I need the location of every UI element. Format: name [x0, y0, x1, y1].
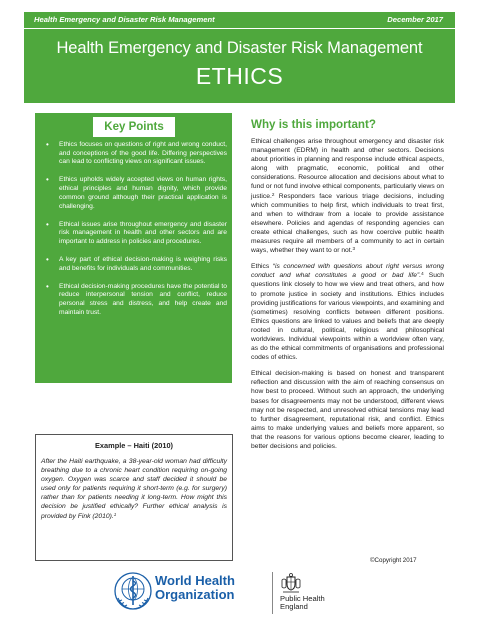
bullet-icon: •: [46, 254, 49, 264]
key-point-item: [45, 283, 227, 318]
key-point-text: Ethics upholds widely accepted views on human rights, ethical principles and human dignity, which provide common ground although their practical application is challenging.: [59, 176, 227, 210]
ethics-quote: “is concerned with questions about right versus wrong conduct and what constitutes a good or bad life”.: [251, 263, 445, 280]
who-wordmark: [155, 574, 235, 602]
ref-2: 2: [271, 191, 275, 197]
key-point-text: Ethical issues arise throughout emergency and disaster risk management in health and other sectors and are important to address in policies and procedures.: [59, 220, 227, 245]
bullet-icon: •: [46, 281, 49, 291]
key-point-item: [45, 256, 227, 273]
phe-line-1: Public Health: [280, 594, 325, 603]
key-point-text: A key part of ethical decision-making is weighing risks and benefits for individuals and communities.: [59, 255, 227, 272]
key-points-box: [35, 113, 232, 383]
header-divider: [24, 28, 455, 29]
key-point-item: [45, 221, 227, 247]
paragraph-2: [251, 262, 444, 362]
key-point-item: [45, 176, 227, 211]
bullet-icon: •: [46, 219, 49, 229]
paragraph-1: [251, 137, 444, 255]
example-body: [41, 457, 227, 521]
example-ref: 1: [113, 511, 117, 517]
who-line-1: World Health: [155, 573, 235, 588]
key-point-item: [45, 141, 227, 167]
section-heading: Why is this important?: [251, 118, 376, 131]
paragraph-1-text: Ethical challenges arise throughout emergency and disaster risk management (EDRM) in health and other sectors. Decisions about priorities in planning and response include ethical aspects, along with pragmatic, economic, political and other considerations. Resource allocation and decisions about what to fund or not fund involve ethical components, particularly views on justice.: [251, 138, 444, 200]
logo-divider: [272, 572, 273, 614]
who-line-2: Organization: [155, 587, 235, 602]
bullet-icon: •: [46, 175, 49, 185]
phe-line-2: England: [280, 602, 308, 612]
key-point-text: Ethics focuses on questions of right and wrong conduct, and conceptions of the good life. Differing perspectives can lead to conflicting views on significant issues.: [59, 141, 227, 166]
ref-4: 4: [421, 271, 424, 277]
date-label: December 2017: [387, 15, 443, 24]
paragraph-3: Ethical decision-making is based on honest and transparent reflection and discussion with the aim of reaching consensus on how best to proceed. Without such an approach, the underlying bases for disagreements may not be understood, different views may not be respected, and unresolved ethical tensions may lead to further disagreement, reputational risk, and conflict. Ethics aims to make underlying values and beliefs more apparent, so that the reasons for various options become clearer, leading to better decisions and policies.: [251, 370, 444, 450]
key-points-list: [45, 141, 227, 327]
key-point-text: Ethical decision-making procedures have the potential to reduce interpersonal tension and conflict, reduce personal stress and distress, and help create and maintain trust.: [59, 282, 227, 316]
example-title: Example – Haiti (2010): [94, 441, 174, 450]
document-title: Health Emergency and Disaster Risk Management: [56, 39, 423, 57]
header-strip: [24, 12, 455, 27]
paragraph-2-lead: Ethics: [251, 263, 273, 271]
header-banner: [24, 12, 455, 103]
key-points-heading: Key Points: [93, 117, 175, 137]
royal-crest-icon: [280, 572, 302, 594]
phe-wordmark: [280, 595, 325, 612]
document-subtitle: ETHICS: [195, 63, 284, 89]
paragraph-2-text: Such questions link closely to how we view and treat others, and how to promote justice in society and institutions. Ethics includes providing justifications for various viewpoints, and examining and (sometimes) resolving conflicts between different positions. Ethics questions are linked to values and beliefs that are deeply rooted in cultural, political, religious and philosophical worldviews. Individual viewpoints within a worldview often vary, as do the ethical commitments of organisations and professional codes of ethics.: [251, 272, 444, 362]
copyright: ©Copyright 2017: [370, 557, 417, 564]
ref-3: 3: [352, 246, 356, 252]
main-column: [251, 118, 444, 458]
example-box: [35, 434, 233, 561]
series-label: Health Emergency and Disaster Risk Management: [34, 15, 215, 24]
bullet-icon: •: [46, 140, 49, 149]
who-emblem-icon: [112, 570, 154, 612]
example-text: After the Haiti earthquake, a 38-year-old woman had difficulty breathing due to a chronic heart condition requiring on-going oxygen. Oxygen was scarce and staff decided it should be used only for patients requiring it short-term (e.g. for surgery) rather than for patients needing it long-term. How might this decision be justified ethically? Further ethical analysis is provided by Fink (2010).: [41, 458, 227, 520]
paragraph-1b-text: Responders face various triage decisions, including which communities to help first, which individuals to treat first, and when to withdraw from a locale to provide assistance elsewhere. Policies and agendas of responding agencies can create ethical challenges, such as how coercive public health measures require all members of a community to act in certain ways, whether they want to or not.: [251, 192, 444, 255]
